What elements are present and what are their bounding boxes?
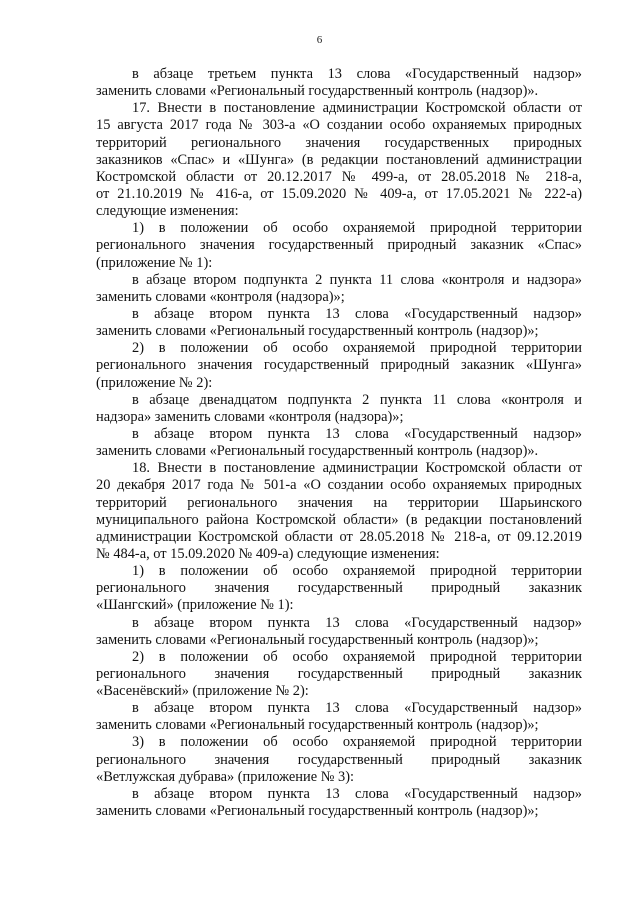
text-line: территорий регионального значения на территории Шарьинского bbox=[96, 494, 582, 511]
text-line: заменить словами «Региональный государственный контроль (надзор)». bbox=[96, 443, 539, 460]
text-line: 20 декабря 2017 года № 501-а «О создании особо охраняемых природных bbox=[96, 477, 582, 494]
text-line: (приложение № 2): bbox=[96, 374, 213, 391]
document-body bbox=[96, 66, 582, 820]
text-line: 1) в положении об особо охраняемой природной территории bbox=[132, 220, 582, 237]
text-line: в абзаце двенадцатом подпункта 2 пункта 11 слова «контроля и bbox=[132, 391, 582, 408]
text-line: 2) в положении об особо охраняемой природной территории bbox=[132, 340, 582, 357]
text-line: заменить словами «Региональный государственный контроль (надзор)»; bbox=[96, 717, 539, 734]
text-line: регионального значения государственный природный заказник bbox=[96, 751, 582, 768]
text-line: заменить словами «Региональный государственный контроль (надзор)»; bbox=[96, 631, 539, 648]
text-line: территорий регионального значения государственных природных bbox=[96, 134, 582, 151]
text-line: регионального значения государственный природный заказник «Спас» bbox=[96, 237, 582, 254]
text-line: заменить словами «Региональный государственный контроль (надзор)»; bbox=[96, 803, 539, 820]
text-line: в абзаце втором пункта 13 слова «Государственный надзор» bbox=[132, 305, 582, 322]
text-line: (приложение № 1): bbox=[96, 254, 213, 271]
text-line: № 484-а, от 15.09.2020 № 409-а) следующие изменения: bbox=[96, 545, 440, 562]
text-line: «Шангский» (приложение № 1): bbox=[96, 597, 294, 614]
text-line: 1) в положении об особо охраняемой природной территории bbox=[132, 563, 582, 580]
text-line: в абзаце втором пункта 13 слова «Государственный надзор» bbox=[132, 700, 582, 717]
text-line: в абзаце втором пункта 13 слова «Государственный надзор» bbox=[132, 425, 582, 442]
text-line: регионального значения государственный природный заказник bbox=[96, 580, 582, 597]
text-line: 15 августа 2017 года № 303-а «О создании особо охраняемых природных bbox=[96, 117, 582, 134]
text-line: администрации Костромской области от 28.05.2018 № 218-а, от 09.12.2019 bbox=[96, 528, 582, 545]
text-line: в абзаце втором пункта 13 слова «Государственный надзор» bbox=[132, 614, 582, 631]
text-line: 3) в положении об особо охраняемой природной территории bbox=[132, 734, 582, 751]
text-line: «Ветлужская дубрава» (приложение № 3): bbox=[96, 768, 355, 785]
text-line: регионального значения государственный природный заказник bbox=[96, 665, 582, 682]
text-line: заменить словами «Региональный государственный контроль (надзор)». bbox=[96, 83, 539, 100]
text-line: 2) в положении об особо охраняемой природной территории bbox=[132, 648, 582, 665]
text-line: в абзаце втором подпункта 2 пункта 11 слова «контроля и надзора» bbox=[132, 271, 582, 288]
text-line: надзора» заменить словами «контроля (надзора)»; bbox=[96, 408, 404, 425]
text-line: регионального значения государственный природный заказник «Шунга» bbox=[96, 357, 582, 374]
page-number: 6 bbox=[316, 34, 323, 46]
text-line: следующие изменения: bbox=[96, 203, 239, 220]
text-line: муниципального района Костромской области» (в редакции постановлений bbox=[96, 511, 582, 528]
text-line: в абзаце третьем пункта 13 слова «Государственный надзор» bbox=[132, 66, 582, 82]
text-line: в абзаце втором пункта 13 слова «Государственный надзор» bbox=[132, 785, 582, 802]
text-line: заменить словами «контроля (надзора)»; bbox=[96, 288, 345, 305]
text-line: заказников «Спас» и «Шунга» (в редакции постановлений администрации bbox=[96, 151, 582, 168]
text-line: 17. Внести в постановление администрации Костромской области от bbox=[132, 100, 582, 117]
text-line: Костромской области от 20.12.2017 № 499-а, от 28.05.2018 № 218-а, bbox=[96, 168, 582, 185]
text-line: «Васенёвский» (приложение № 2): bbox=[96, 683, 309, 700]
text-line: от 21.10.2019 № 416-а, от 15.09.2020 № 409-а, от 17.05.2021 № 222-а) bbox=[96, 185, 582, 202]
text-line: заменить словами «Региональный государственный контроль (надзор)»; bbox=[96, 323, 539, 340]
text-line: 18. Внести в постановление администрации Костромской области от bbox=[132, 460, 582, 477]
